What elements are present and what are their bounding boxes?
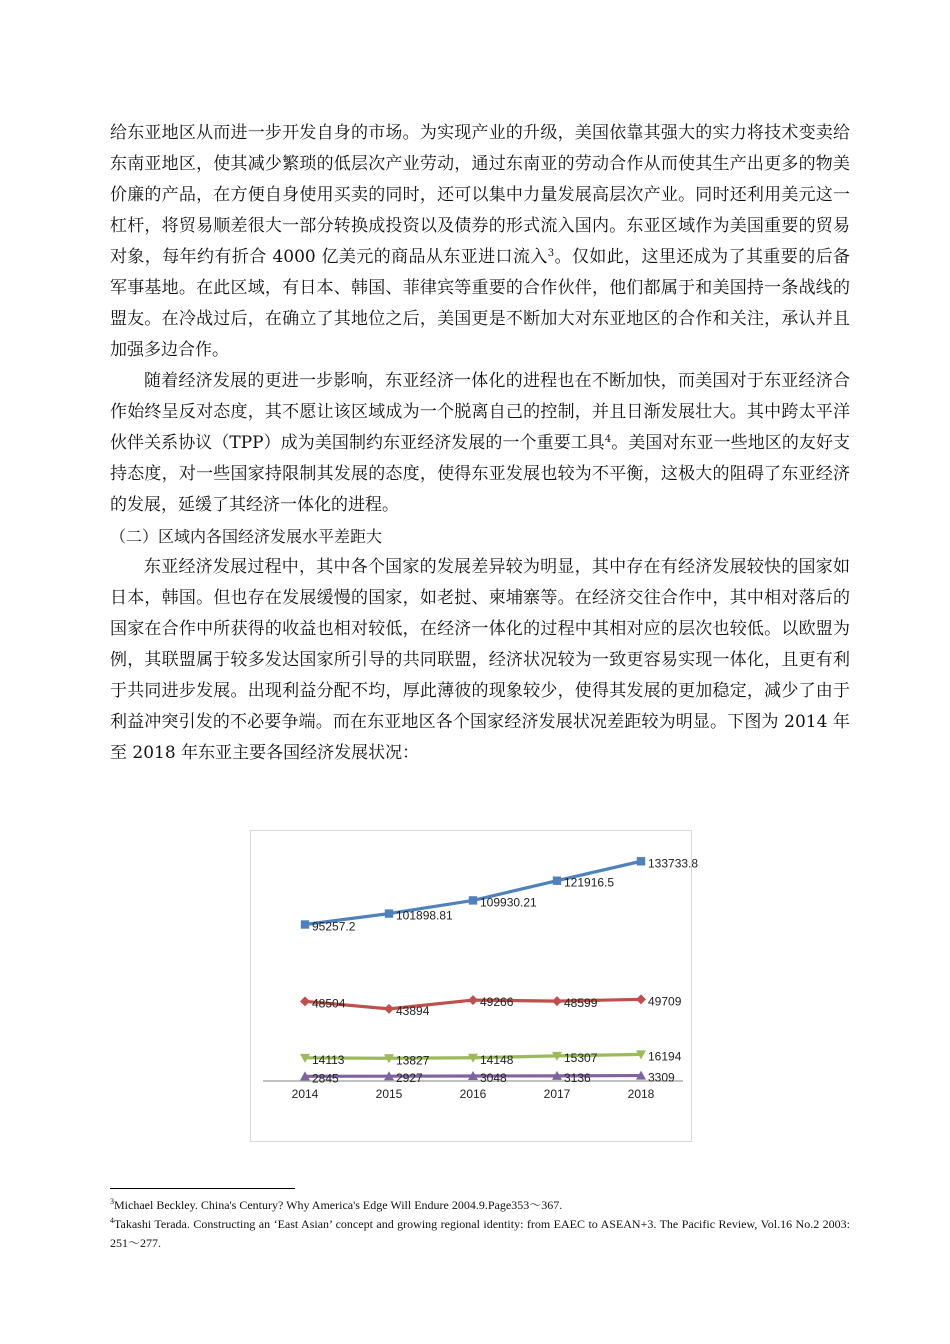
data-point [385,909,393,917]
data-label: 43894 [396,1003,430,1018]
data-point [469,896,477,904]
x-tick-label: 2017 [543,1087,571,1101]
paragraph-2-text: 随着经济发展的更进一步影响，东亚经济一体化的进程也在不断加快，而美国对于东亚经济合作始终呈反对态度，其不愿让该区域成为一个脱离自己的控制，并且日渐发展壮大。其中跨太平洋伙伴关系协议（TPP）成为美国制约东亚经济发展的一个重要工具 [110,371,850,453]
paragraph-2 [110,366,850,521]
x-tick-label: 2018 [627,1087,655,1101]
data-label: 95257.2 [312,919,356,934]
footnote-3-mark: 3 [110,1197,114,1206]
data-point [552,996,562,1006]
footnote-4-mark: 4 [110,1216,114,1225]
data-label: 14113 [312,1052,345,1067]
data-label: 3309 [648,1070,675,1085]
footnote-4-text: Takashi Terada. Constructing an ‘East Asian’ concept and growing regional identity: from EAEC to ASEAN+3. The Pacific Review, Vol.16 No.2 2003: 251～277. [110,1217,850,1250]
x-tick-label: 2015 [375,1087,403,1101]
data-label: 15307 [564,1050,598,1065]
section-heading: （二）区域内各国经济发展水平差距大 [110,527,383,546]
data-label: 49266 [480,995,514,1010]
footnotes [110,1196,850,1253]
footnote-ref-4[interactable]: 4 [604,434,612,445]
data-label: 16194 [648,1049,682,1064]
paragraph-2-tail: 。美国对东亚一些地区的友好支持态度，对一些国家持限制其发展的态度，使得东亚发展也较为不平衡，这极大的阻碍了东亚经济的发展，延缓了其经济一体化的进程。 [110,433,851,515]
data-point [637,857,645,865]
data-point [301,920,309,928]
data-label: 13827 [396,1053,430,1068]
data-label: 49709 [648,994,682,1009]
footnote-rule [110,1188,295,1189]
data-label: 121916.5 [564,875,615,890]
data-point [300,996,310,1006]
x-tick-label: 2016 [459,1087,487,1101]
footnote-3 [110,1196,850,1215]
data-label: 2845 [312,1071,339,1086]
footnote-3-text: Michael Beckley. China's Century? Why America's Edge Will Endure 2004.9.Page353～367. [114,1198,563,1212]
line-chart [250,830,699,1142]
line-chart-svg [251,831,699,1141]
footnote-ref-3[interactable]: 3 [547,248,555,259]
paragraph-3: 东亚经济发展过程中，其中各个国家的发展差异较为明显，其中存在有经济发展较快的国家如日本，韩国。但也存在发展缓慢的国家，如老挝、柬埔寨等。在经济交往合作中，其中相对落后的国家在合作中所获得的收益也相对较低，在经济一体化的过程中其相对应的层次也较低。以欧盟为例，其联盟属于较多发达国家所引导的共同联盟，经济状况较为一致更容易实现一体化，且更有利于共同进步发展。出现利益分配不均，厚此薄彼的现象较少，使得其发展的更加稳定，减少了由于利益冲突引发的不必要争端。而在东亚地区各个国家经济发展状况差距较为明显。下图为 2014 年至 2018 年东亚主要各国经济发展状况： [110,557,850,763]
series-line [305,861,641,924]
data-label: 2927 [396,1071,423,1086]
body-text [110,118,850,769]
data-label: 133733.8 [648,856,699,871]
footnote-4 [110,1215,850,1253]
data-label: 109930.21 [480,895,537,910]
paragraph-1 [110,118,850,366]
x-tick-label: 2014 [291,1087,319,1101]
data-label: 48504 [312,996,346,1011]
data-label: 3048 [480,1070,507,1085]
data-label: 3136 [564,1070,591,1085]
data-label: 48599 [564,996,598,1011]
data-label: 14148 [480,1052,514,1067]
data-point [384,1004,394,1014]
data-point [468,995,478,1005]
paragraph-1-tail: 。仅如此，这里还成为了其重要的后备军事基地。在此区域，有日本、韩国、菲律宾等重要的合作伙伴，他们都属于和美国持一条战线的盟友。在冷战过后，在确立了其地位之后，美国更是不断加大对东亚地区的合作和关注，承认并且加强多边合作。 [110,247,851,360]
paragraph-1-text: 给东亚地区从而进一步开发自身的市场。为实现产业的升级，美国依靠其强大的实力将技术变卖给东南亚地区，使其减少繁琐的低层次产业劳动，通过东南亚的劳动合作从而使其生产出更多的物美价廉的产品，在方便自身使用买卖的同时，还可以集中力量发展高层次产业。同时还利用美元这一杠杆，将贸易顺差很大一部分转换成投资以及债券的形式流入国内。东亚区域作为美国重要的贸易对象，每年约有折合 4000 亿美元的商品从东亚进口流入 [110,123,850,267]
data-point [553,877,561,885]
data-label: 101898.81 [396,908,453,923]
data-point [636,994,646,1004]
